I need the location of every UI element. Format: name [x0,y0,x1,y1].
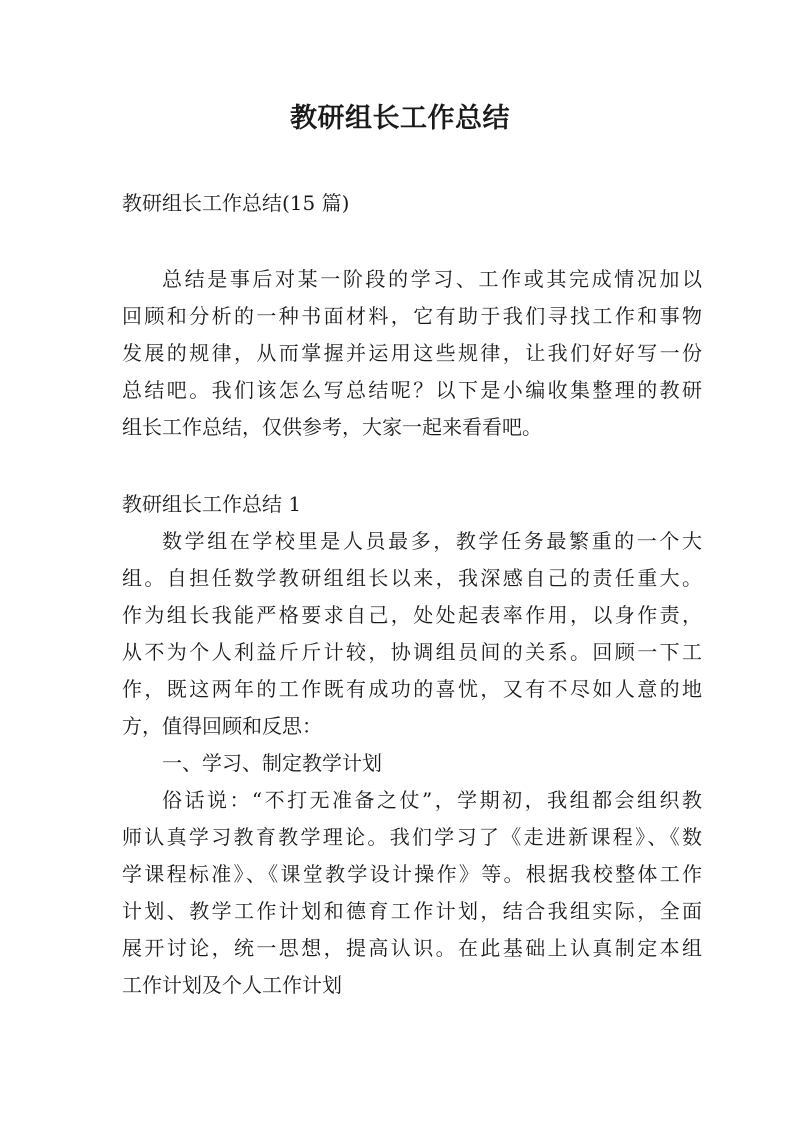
paragraph-line: 计划、教学工作计划和德育工作计划，结合我组实际，全面 [122,899,702,923]
paragraph-line: 总结吧。我们该怎么写总结呢？以下是小编收集整理的教研 [122,378,702,402]
paragraph-line: 组。自担任数学教研组组长以来，我深感自己的责任重大。 [122,566,702,590]
subsection-heading: 一、学习、制定教学计划 [162,751,382,775]
paragraph-line: 作为组长我能严格要求自己，处处起表率作用，以身作责， [122,603,702,627]
paragraph-line: 回顾和分析的一种书面材料，它有助于我们寻找工作和事物 [122,304,702,328]
paragraph-line: 组长工作总结，仅供参考，大家一起来看看吧。 [122,415,542,439]
paragraph-line: 师认真学习教育教学理论。我们学习了《走进新课程》、《数 [122,825,702,849]
section-1 [122,486,702,1004]
paragraph-line: 方，值得回顾和反思： [122,714,322,738]
document-subtitle: 教研组长工作总结(15 篇) [122,191,350,215]
paragraph-line: 作，既这两年的工作既有成功的喜忧，又有不尽如人意的地 [122,677,702,701]
paragraph-line: 数学组在学校里是人员最多，教学任务最繁重的一个大 [162,529,702,553]
paragraph-line: 展开讨论，统一思想，提高认识。在此基础上认真制定本组 [122,936,702,960]
document-title: 教研组长工作总结 [290,103,510,134]
section-heading: 教研组长工作总结 1 [122,492,302,516]
intro-paragraph [122,261,702,446]
paragraph-line: 总结是事后对某一阶段的学习、工作或其完成情况加以 [162,267,702,291]
paragraph-line: 学课程标准》、《课堂教学设计操作》等。根据我校整体工作 [122,862,702,886]
paragraph-line: 工作计划及个人工作计划 [122,973,342,997]
paragraph-line: 发展的规律，从而掌握并运用这些规律，让我们好好写一份 [122,341,702,365]
paragraph-line: 俗话说：“不打无准备之仗”，学期初，我组都会组织教 [162,788,702,812]
paragraph-line: 从不为个人利益斤斤计较，协调组员间的关系。回顾一下工 [122,640,702,664]
